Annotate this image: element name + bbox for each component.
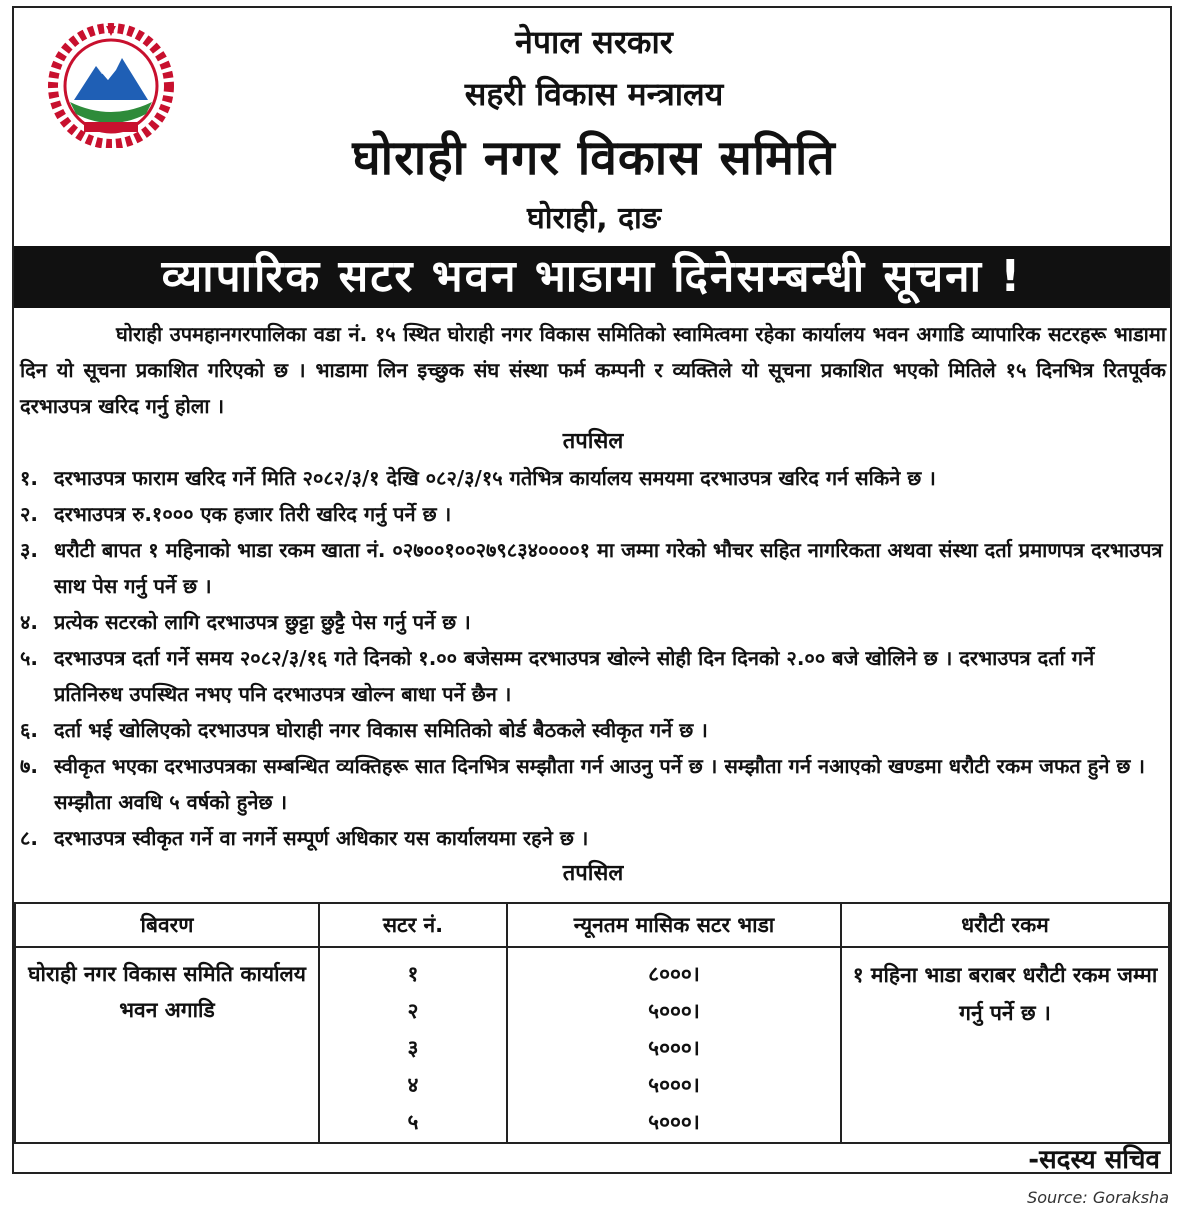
item-text: दरभाउपत्र स्वीकृत गर्ने वा नगर्ने सम्पूर्ण अधिकार यस कार्यालयमा रहने छ । (54, 826, 589, 850)
item-text: दरभाउपत्र फाराम खरिद गर्ने मिति २०८२/३/१ देखि ०८२/३/१५ गतेभित्र कार्यालय समयमा दरभाउपत्र खरिद गर्न सकिने छ । (54, 466, 936, 490)
min-rent-value: ५०००। (648, 1110, 700, 1134)
item-number: ४. (20, 610, 38, 634)
intro-paragraph: घोराही उपमहानगरपालिका वडा नं. १५ स्थित घोराही नगर विकास समितिको स्वामित्वमा रहेका कार्यालय भवन अगाडि व्यापारिक सटरहरू भाडामा दिन यो सूचना प्रकाशित गरिएको छ । भाडामा लिन इच्छुक संघ संस्था फर्म कम्पनी र व्यक्तिले यो सूचना प्रकाशित भएको मितिले १५ दिनभित्र रितपूर्वक दरभाउपत्र खरिद गर्नु होला । (20, 322, 1166, 418)
deposit-cell: १ महिना भाडा बराबर धरौटी रकम जम्मा गर्नु पर्ने छ । (841, 947, 1169, 1143)
list-item (20, 460, 1166, 496)
item-number: ६. (20, 718, 38, 742)
signatory: -सदस्य सचिव (1028, 1145, 1160, 1175)
item-number: ७. (20, 754, 38, 778)
item-number: १. (20, 466, 38, 490)
shutter-number: ५ (407, 1110, 419, 1134)
item-text: दरभाउपत्र दर्ता गर्ने समय २०८२/३/१६ गते दिनको १.०० बजेसम्म दरभाउपत्र खोल्ने सोही दिन दिनको २.०० बजे खोलिने छ । दरभाउपत्र दर्ता गर्ने प्रतिनिरुध उपस्थित नभए पनि दरभाउपत्र खोल्न बाधा पर्ने छैन । (54, 646, 1095, 706)
list-item (20, 532, 1166, 604)
source-credit: Source: Goraksha (1027, 1188, 1169, 1207)
column-header: न्यूनतम मासिक सटर भाडा (507, 903, 841, 947)
table-row (15, 947, 1169, 1143)
item-number: २. (20, 502, 38, 526)
notice-frame (12, 6, 1172, 1174)
min-rent-value: ८०००। (648, 962, 700, 986)
item-text: स्वीकृत भएका दरभाउपत्रका सम्बन्धित व्यक्तिहरू सात दिनभित्र सम्झौता गर्न आउनु पर्ने छ । सम्झौता गर्न नआएको खण्डमा धरौटी रकम जफत हुने छ । सम्झौता अवधि ५ वर्षको हुनेछ । (54, 754, 1145, 814)
office-heading: घोराही नगर विकास समिति (352, 130, 836, 186)
shutter-number: ३ (407, 1036, 419, 1060)
list-item (20, 748, 1166, 820)
item-text: धरौटी बापत १ महिनाको भाडा रकम खाता नं. ०२७००१००२७९८३४००००१ मा जम्मा गरेको भौचर सहित नागरिकता अथवा संस्था दर्ता प्रमाणपत्र दरभाउपत्र साथ पेस गर्नु पर्ने छ । (54, 538, 1163, 598)
list-item (20, 820, 1166, 856)
item-number: ८. (20, 826, 38, 850)
schedule-heading: तपसिल (562, 429, 624, 454)
min-rent-value: ५०००। (648, 1036, 700, 1060)
notice-body (20, 316, 1166, 892)
column-header: बिवरण (15, 903, 319, 947)
item-number: ५. (20, 646, 38, 670)
column-header: धरौटी रकम (841, 903, 1169, 947)
min-rent-cell (507, 947, 841, 1143)
ministry-heading: सहरी विकास मन्त्रालय (464, 75, 724, 113)
list-item (20, 604, 1166, 640)
description-cell: घोराही नगर विकास समिति कार्यालय भवन अगाडि (15, 947, 319, 1143)
shutter-number: ४ (407, 1073, 419, 1097)
table-heading: तपसिल (562, 861, 624, 886)
shutter-number: १ (407, 962, 419, 986)
min-rent-value: ५०००। (648, 1073, 700, 1097)
list-item (20, 640, 1166, 712)
rent-table (14, 902, 1170, 1144)
item-text: प्रत्येक सटरको लागि दरभाउपत्र छुट्टा छुट्टै पेस गर्नु पर्ने छ । (54, 610, 471, 634)
min-rent-value: ५०००। (648, 999, 700, 1023)
column-header: सटर नं. (319, 903, 507, 947)
list-item (20, 496, 1166, 532)
item-number: ३. (20, 538, 38, 562)
list-item (20, 712, 1166, 748)
shutter-number: २ (407, 999, 419, 1023)
item-text: दर्ता भई खोलिएको दरभाउपत्र घोराही नगर विकास समितिको बोर्ड बैठकले स्वीकृत गर्ने छ । (54, 718, 708, 742)
government-heading: नेपाल सरकार (515, 23, 673, 61)
shutter-number-cell (319, 947, 507, 1143)
table-header-row (15, 903, 1169, 947)
location-heading: घोराही, दाङ (527, 201, 661, 236)
item-text: दरभाउपत्र रु.१००० एक हजार तिरी खरिद गर्नु पर्ने छ । (54, 502, 452, 526)
notice-title-banner: व्यापारिक सटर भवन भाडामा दिनेसम्बन्धी सूचना ! (14, 246, 1170, 308)
